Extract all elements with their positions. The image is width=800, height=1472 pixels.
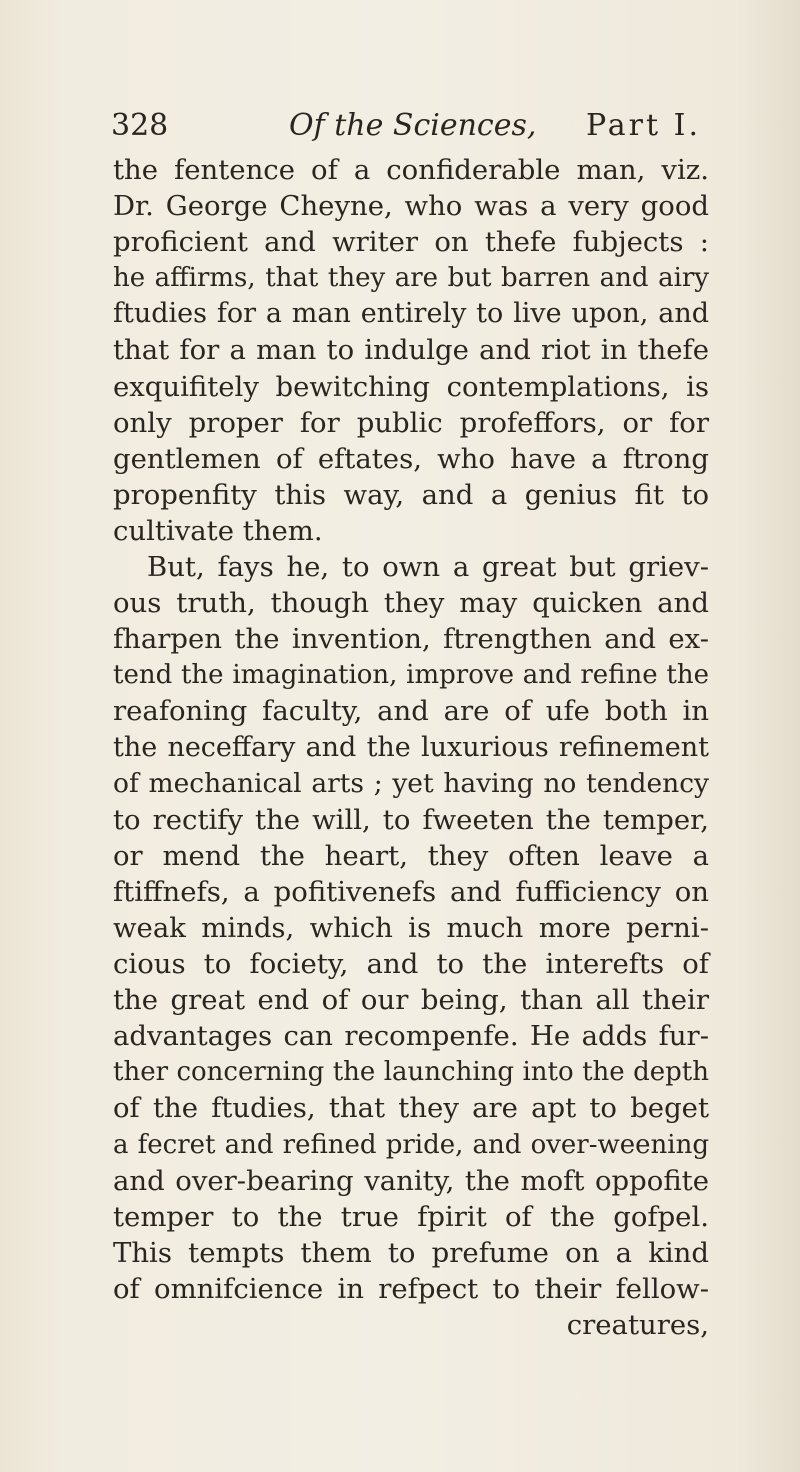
running-title: Of the Sciences, [289, 108, 537, 143]
text-line: advantages can recompenfe. He adds fur- [113, 1020, 709, 1053]
text-line: Dr. George Cheyne, who was a very good [113, 190, 709, 223]
text-line: weak minds, which is much more perni- [113, 911, 709, 944]
text-line: proficient and writer on thefe fubjects : [113, 226, 709, 259]
text-line: exquifitely bewitching contemplations, is [113, 370, 709, 403]
text-line: to rectify the will, to fweeten the temper, [113, 803, 709, 836]
text-line: ther concerning the launching into the depth [113, 1057, 709, 1088]
text-line: that for a man to indulge and riot in thefe [113, 334, 709, 367]
text-line: of the ftudies, that they are apt to beget [113, 1092, 709, 1125]
text-line: reafoning faculty, and are of ufe both in [113, 695, 709, 728]
text-line: gentlemen of eftates, who have a ftrong [113, 442, 709, 475]
text-line: temper to the true fpirit of the gofpel. [113, 1200, 709, 1233]
text-line: of mechanical arts ; yet having no tendency [113, 767, 709, 799]
text-line: he affirms, that they are but barren and airy [113, 263, 709, 294]
text-line: propenfity this way, and a genius fit to [113, 478, 709, 511]
catchword-line: creatures, [566, 1309, 709, 1341]
text-line: of omnifcience in refpect to their fellow- [113, 1272, 709, 1305]
running-header [111, 104, 701, 148]
page-number: 328 [111, 108, 169, 143]
text-line: the fentence of a confiderable man, viz. [113, 154, 709, 186]
text-line: tend the imagination, improve and refine the [113, 660, 709, 691]
text-line: ftudies for a man entirely to live upon, and [113, 298, 709, 330]
text-line: cultivate them. [113, 514, 323, 547]
text-line: This tempts them to prefume on a kind [113, 1236, 709, 1269]
text-line: a fecret and refined pride, and over-weening [113, 1129, 709, 1160]
text-line: and over-bearing vanity, the moft oppofite [113, 1164, 709, 1197]
paragraph-start-line: But, fays he, to own a great but griev- [147, 551, 709, 584]
text-line: only proper for public profeffors, or for [113, 406, 709, 439]
body-text [113, 152, 709, 1343]
text-line: or mend the heart, they often leave a [113, 839, 709, 872]
text-line: ftiffnefs, a pofitivenefs and fufficiency on [113, 875, 709, 908]
text-line: fharpen the invention, ftrengthen and ex- [113, 623, 709, 656]
text-line: ous truth, though they may quicken and [113, 587, 709, 620]
text-line: cious to fociety, and to the interefts of [113, 948, 709, 981]
text-line: the neceffary and the luxurious refinement [113, 731, 709, 763]
part-label: Part I. [585, 108, 701, 143]
text-line: the great end of our being, than all their [113, 984, 709, 1017]
